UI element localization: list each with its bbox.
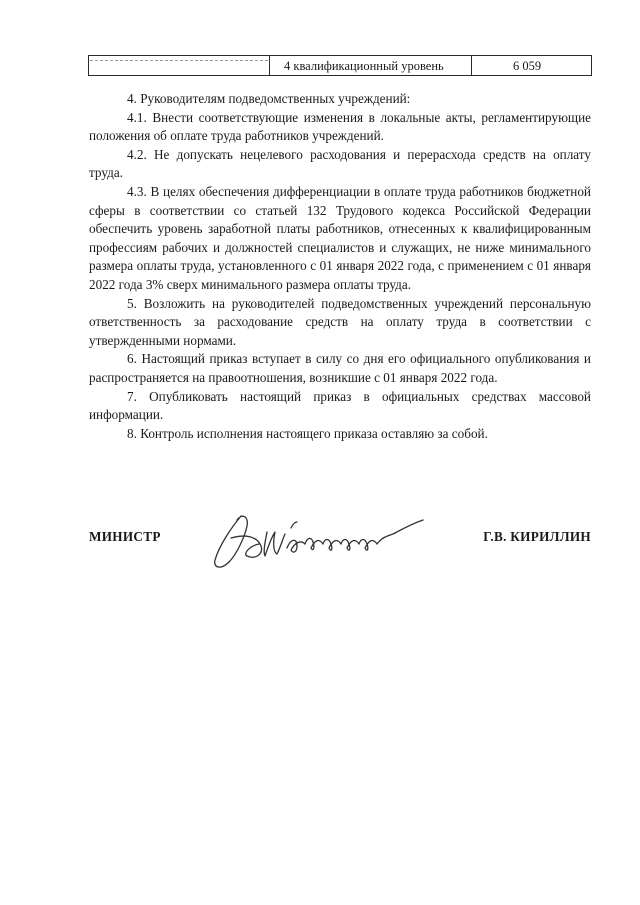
signatory-name: Г.В. КИРИЛЛИН: [483, 529, 591, 544]
salary-table-row: [88, 55, 592, 76]
signatory-position: МИНИСТР: [89, 529, 161, 544]
paragraph-4-1: 4.1. Внести соответствующие изменения в локальные акты, регламентирующие положения об оплате труда работников учреждений.: [89, 109, 591, 144]
order-body: [89, 90, 591, 443]
table-border-right: [591, 56, 592, 75]
paragraph-4-2: 4.2. Не допускать нецелевого расходования и перерасхода средств на оплату труда.: [89, 146, 591, 181]
table-border-mid2: [471, 56, 472, 75]
qualification-level-cell: 4 квалификационный уровень: [284, 59, 444, 73]
paragraph-8: 8. Контроль исполнения настоящего приказа оставляю за собой.: [127, 425, 488, 441]
signature-block: [89, 518, 591, 588]
paragraph-7: 7. Опубликовать настоящий приказ в официальных средствах массовой информации.: [89, 388, 591, 423]
paragraph-4-3: 4.3. В целях обеспечения дифференциации в оплате труда работников бюджетной сферы в соответствии со статьей 132 Трудового кодекса Российской Федерации обеспечить уровень заработной платы работников, отнесенных к квалифицированным профессиям рабочих и должностей специалистов и служащих, не ниже минимального размера оплаты труда, установленного с 01 января 2022 года, с применением с 01 января 2022 года 3% сверх минимального размера оплаты труда.: [89, 183, 591, 292]
table-border-left: [88, 56, 89, 75]
handwritten-signature: [201, 498, 441, 578]
table-dashed-rule: [90, 60, 268, 61]
salary-amount-cell: 6 059: [513, 59, 542, 73]
table-border-mid: [269, 56, 270, 75]
paragraph-4: 4. Руководителям подведомственных учреждений:: [127, 91, 411, 106]
paragraph-5: 5. Возложить на руководителей подведомственных учреждений персональную ответственность за расходование средств на оплату труда в соответствии с утвержденными нормами.: [89, 295, 591, 348]
paragraph-6: 6. Настоящий приказ вступает в силу со дня его официального опубликования и распространяется на правоотношения, возникшие с 01 января 2022 года.: [89, 351, 591, 385]
